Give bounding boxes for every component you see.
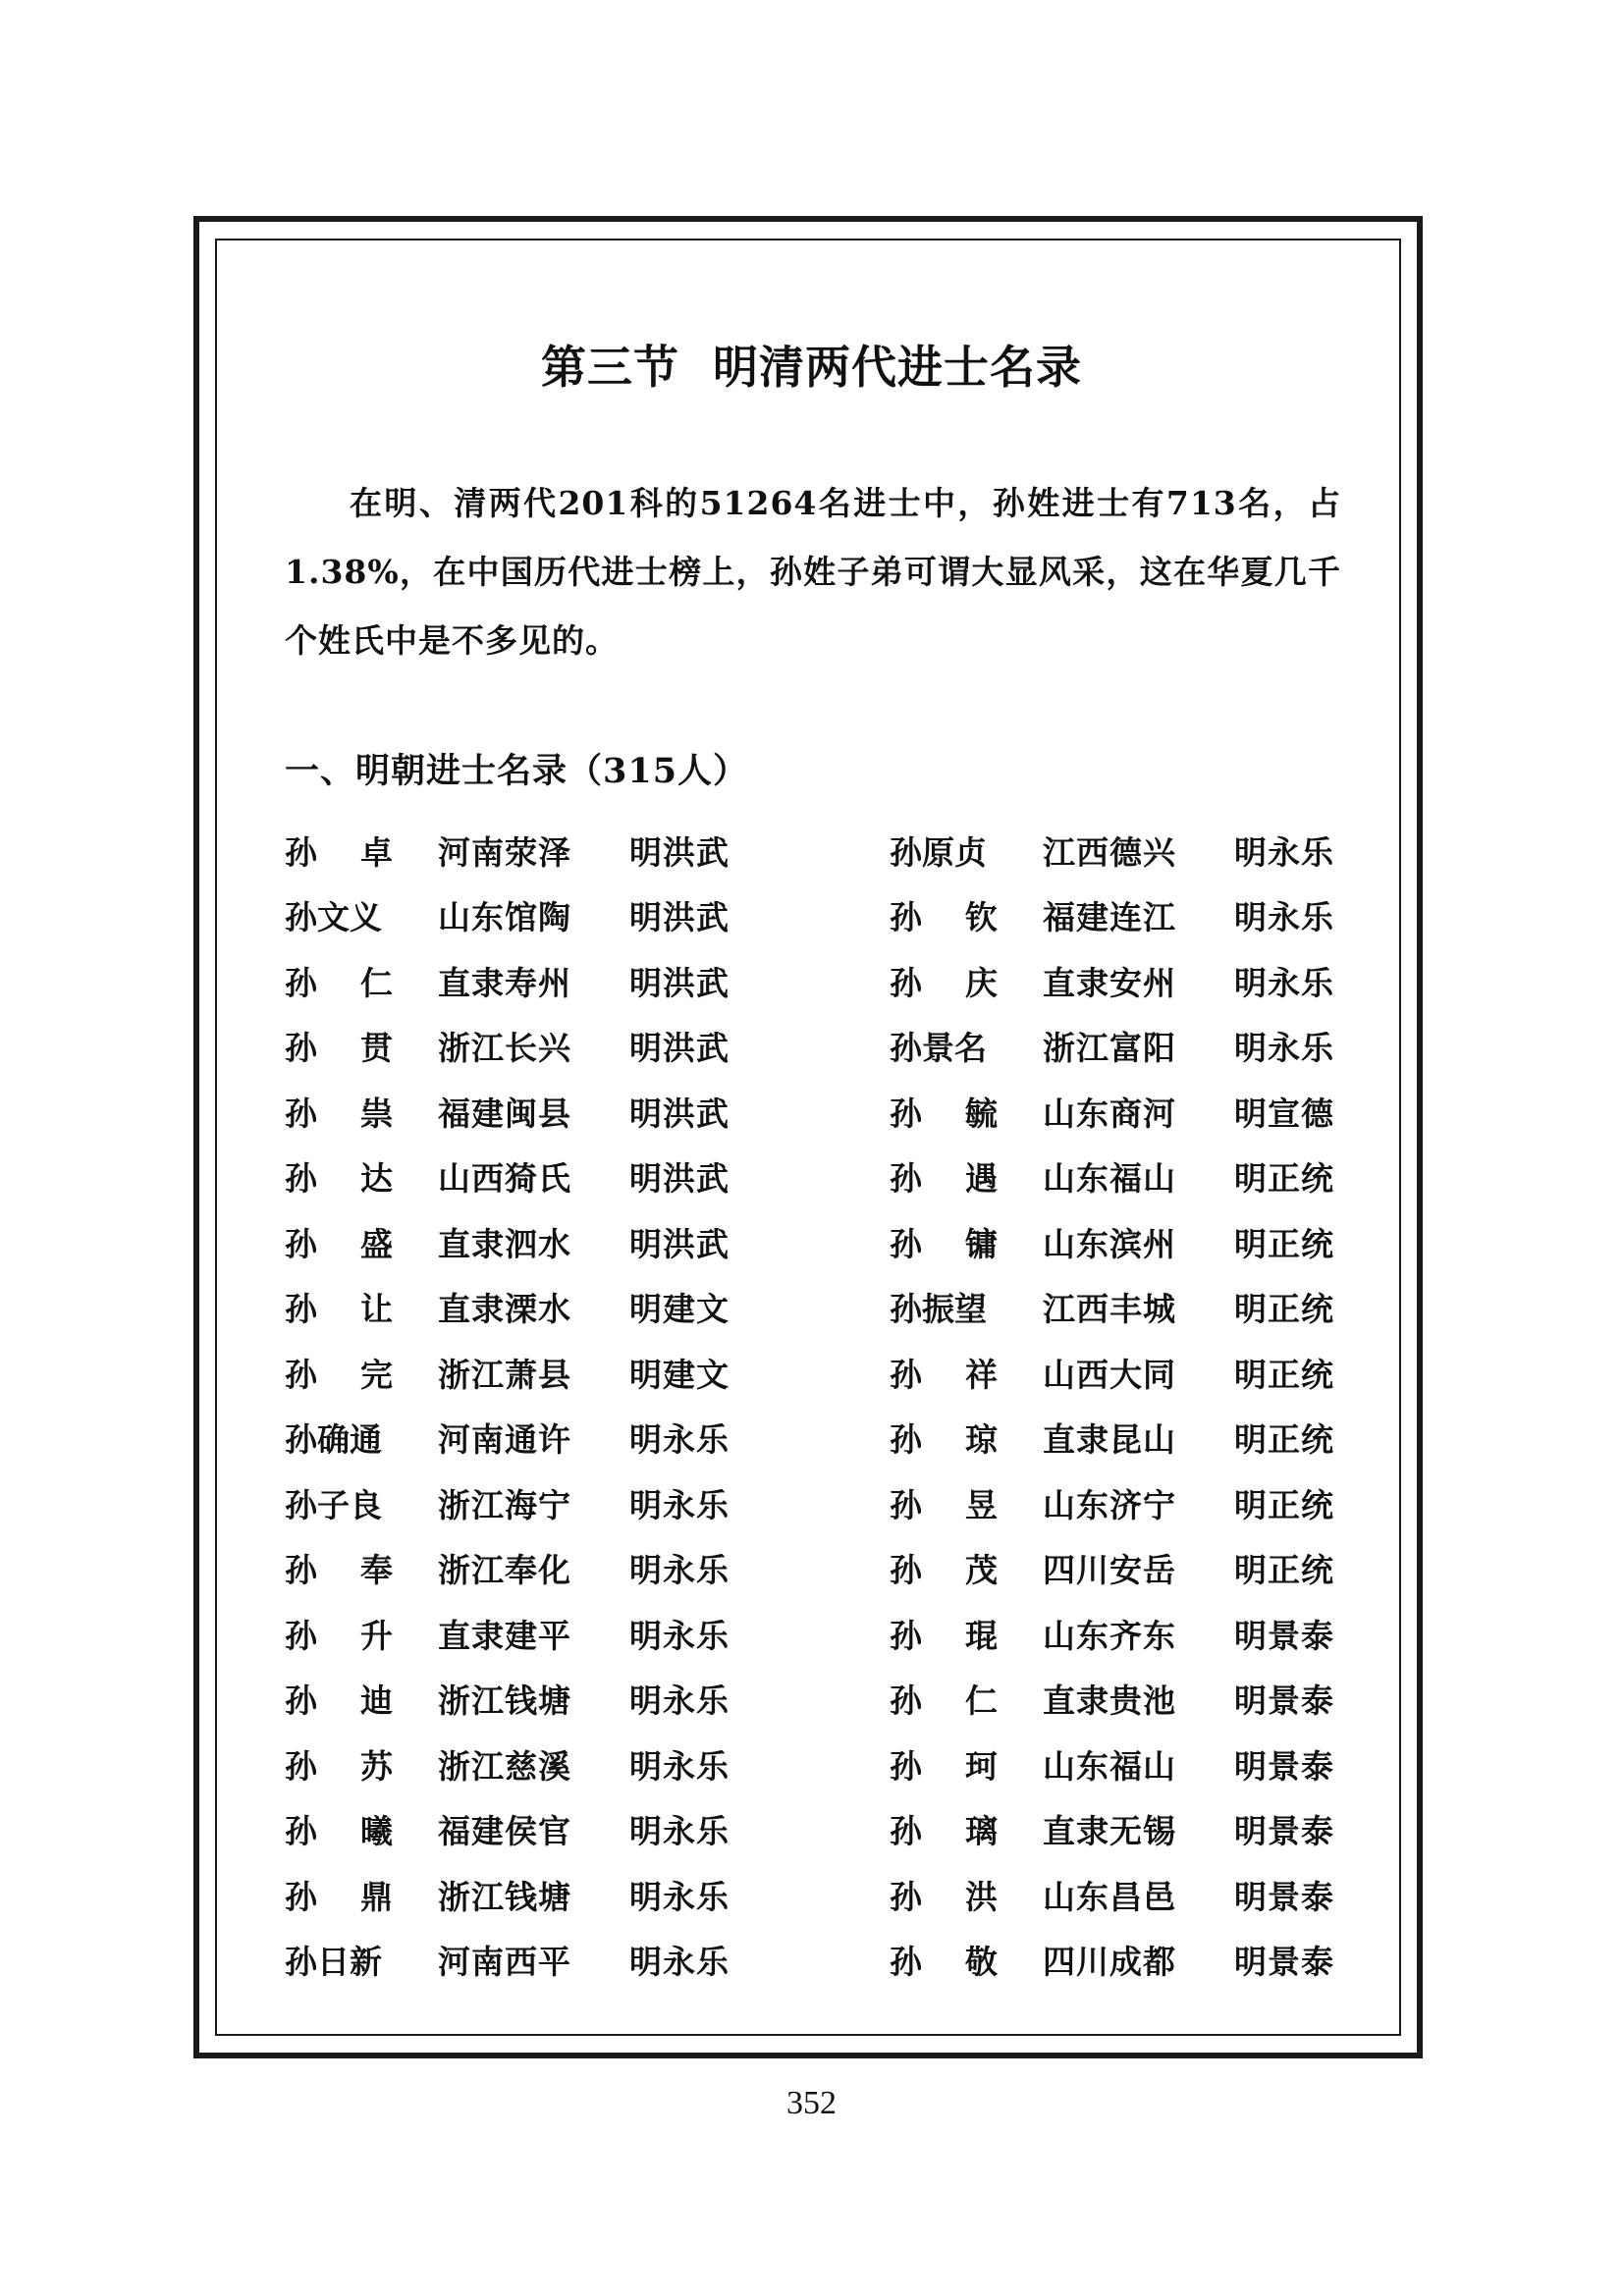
given-name: 苏 <box>360 1746 393 1786</box>
jinshi-entry-row <box>890 1667 1334 1733</box>
given-name: 子良 <box>317 1485 382 1524</box>
native-place: 山西大同 <box>1043 1355 1176 1394</box>
reign-era: 明景泰 <box>1234 1943 1334 1982</box>
native-place: 江西丰城 <box>1043 1290 1176 1329</box>
jinshi-entry-row <box>285 1470 730 1536</box>
surname: 孙 <box>890 963 922 1002</box>
surname: 孙 <box>285 1094 317 1133</box>
given-name: 达 <box>360 1159 393 1199</box>
reign-era: 明景泰 <box>1234 1812 1334 1851</box>
jinshi-entry-row <box>285 1145 730 1210</box>
jinshi-entry-row <box>285 1667 730 1733</box>
reign-era: 明永乐 <box>629 1485 730 1524</box>
native-place: 浙江长兴 <box>438 1029 571 1068</box>
jinshi-name <box>285 1480 393 1526</box>
jinshi-name <box>890 1089 998 1135</box>
jinshi-name <box>285 1284 393 1330</box>
jinshi-entry-row <box>890 1862 1334 1928</box>
reign-era: 明建文 <box>629 1290 730 1329</box>
native-place: 浙江海宁 <box>438 1485 571 1524</box>
reign-era: 明永乐 <box>629 1746 730 1786</box>
given-name: 贯 <box>360 1029 393 1068</box>
reign-era: 明景泰 <box>1234 1746 1334 1786</box>
jinshi-name <box>285 1872 393 1918</box>
jinshi-entry-row <box>890 1014 1334 1080</box>
jinshi-name <box>890 1937 998 1983</box>
jinshi-name <box>285 1741 393 1788</box>
jinshi-name <box>285 1937 393 1983</box>
given-name: 景名 <box>922 1029 987 1068</box>
surname: 孙 <box>890 1616 922 1655</box>
given-name: 原贞 <box>922 832 987 872</box>
surname: 孙 <box>285 1355 317 1394</box>
surname: 孙 <box>285 1551 317 1590</box>
given-name: 升 <box>360 1616 393 1655</box>
native-place: 直隶寿州 <box>438 963 571 1002</box>
jinshi-entry-row <box>890 883 1334 949</box>
surname: 孙 <box>890 1682 922 1721</box>
jinshi-name <box>890 1219 998 1265</box>
reign-era: 明建文 <box>629 1355 730 1394</box>
jinshi-name <box>285 1415 393 1461</box>
native-place: 福建闽县 <box>438 1094 571 1133</box>
native-place: 山东馆陶 <box>438 898 571 937</box>
jinshi-name <box>285 958 393 1004</box>
surname: 孙 <box>285 1812 317 1851</box>
given-name: 洪 <box>965 1877 998 1916</box>
given-name: 镛 <box>965 1224 998 1263</box>
reign-era: 明永乐 <box>629 1943 730 1982</box>
jinshi-entry-row <box>285 948 730 1014</box>
reign-era: 明永乐 <box>629 1682 730 1721</box>
native-place: 浙江慈溪 <box>438 1746 571 1786</box>
reign-era: 明正统 <box>1234 1159 1334 1199</box>
jinshi-entry-row <box>285 1209 730 1275</box>
reign-era: 明永乐 <box>1234 963 1334 1002</box>
reign-era: 明永乐 <box>629 1420 730 1460</box>
reign-era: 明景泰 <box>1234 1616 1334 1655</box>
jinshi-name <box>890 1806 998 1852</box>
jinshi-name <box>890 1350 998 1396</box>
surname: 孙 <box>285 1746 317 1786</box>
given-name: 鼎 <box>360 1877 393 1916</box>
reign-era: 明洪武 <box>629 1029 730 1068</box>
surname: 孙 <box>285 963 317 1002</box>
jinshi-entry-row <box>890 818 1334 883</box>
reign-era: 明正统 <box>1234 1224 1334 1263</box>
jinshi-name <box>890 1545 998 1591</box>
surname: 孙 <box>890 1551 922 1590</box>
reign-era: 明永乐 <box>1234 832 1334 872</box>
reign-era: 明永乐 <box>629 1616 730 1655</box>
reign-era: 明洪武 <box>629 1094 730 1133</box>
native-place: 直隶安州 <box>1043 963 1176 1002</box>
native-place: 直隶泗水 <box>438 1224 571 1263</box>
surname: 孙 <box>285 1224 317 1263</box>
native-place: 河南西平 <box>438 1943 571 1982</box>
native-place: 直隶建平 <box>438 1616 571 1655</box>
surname: 孙 <box>890 1943 922 1982</box>
jinshi-name <box>890 1676 998 1722</box>
jinshi-entry-row <box>890 1536 1334 1602</box>
jinshi-name <box>890 1872 998 1918</box>
native-place: 山东济宁 <box>1043 1485 1176 1524</box>
left-name-column <box>285 818 730 1993</box>
jinshi-name <box>285 1350 393 1396</box>
jinshi-entry-row <box>890 1406 1334 1471</box>
jinshi-name <box>285 1153 393 1200</box>
jinshi-name <box>890 1023 998 1069</box>
native-place: 直隶无锡 <box>1043 1812 1176 1851</box>
jinshi-entry-row <box>890 1797 1334 1863</box>
jinshi-entry-row <box>890 1079 1334 1145</box>
native-place: 四川成都 <box>1043 1943 1176 1982</box>
jinshi-name <box>890 1741 998 1788</box>
jinshi-name <box>285 1676 393 1722</box>
reign-era: 明正统 <box>1234 1485 1334 1524</box>
given-name: 珂 <box>965 1746 998 1786</box>
reign-era: 明永乐 <box>629 1551 730 1590</box>
jinshi-name <box>890 1415 998 1461</box>
native-place: 河南荥泽 <box>438 832 571 872</box>
native-place: 浙江钱塘 <box>438 1877 571 1916</box>
reign-era: 明宣德 <box>1234 1094 1334 1133</box>
jinshi-entry-row <box>890 1601 1334 1667</box>
jinshi-entry-row <box>890 1275 1334 1341</box>
jinshi-entry-row <box>890 1732 1334 1797</box>
native-place: 浙江钱塘 <box>438 1682 571 1721</box>
jinshi-name <box>285 892 393 938</box>
surname: 孙 <box>890 1485 922 1524</box>
native-place: 福建侯官 <box>438 1812 571 1851</box>
jinshi-name <box>890 828 998 874</box>
reign-era: 明永乐 <box>629 1877 730 1916</box>
given-name: 日新 <box>317 1943 382 1982</box>
jinshi-name <box>890 1611 998 1657</box>
jinshi-entry-row <box>890 1340 1334 1406</box>
given-name: 祟 <box>360 1094 393 1133</box>
reign-era: 明洪武 <box>629 1224 730 1263</box>
given-name: 完 <box>360 1355 393 1394</box>
surname: 孙 <box>890 1420 922 1460</box>
given-name: 奉 <box>360 1551 393 1590</box>
jinshi-entry-row <box>285 1732 730 1797</box>
surname: 孙 <box>285 1877 317 1916</box>
given-name: 祥 <box>965 1355 998 1394</box>
given-name: 仁 <box>360 963 393 1002</box>
native-place: 四川安岳 <box>1043 1551 1176 1590</box>
given-name: 毓 <box>965 1094 998 1133</box>
jinshi-entry-row <box>890 1470 1334 1536</box>
jinshi-entry-row <box>285 1014 730 1080</box>
jinshi-entry-row <box>890 948 1334 1014</box>
reign-era: 明洪武 <box>629 832 730 872</box>
reign-era: 明正统 <box>1234 1290 1334 1329</box>
given-name: 曦 <box>360 1812 393 1851</box>
section-title: 第三节 明清两代进士名录 <box>540 341 1083 394</box>
reign-era: 明永乐 <box>1234 898 1334 937</box>
native-place: 山东昌邑 <box>1043 1877 1176 1916</box>
jinshi-entry-row <box>285 1536 730 1602</box>
given-name: 卓 <box>360 832 393 872</box>
native-place: 山西猗氏 <box>438 1159 571 1199</box>
jinshi-entry-row <box>285 1601 730 1667</box>
native-place: 直隶昆山 <box>1043 1420 1176 1460</box>
jinshi-name <box>285 1611 393 1657</box>
jinshi-entry-row <box>285 1928 730 1994</box>
given-name: 让 <box>360 1290 393 1329</box>
right-name-column <box>890 818 1334 1993</box>
surname: 孙 <box>890 832 922 872</box>
jinshi-name <box>890 1153 998 1200</box>
given-name: 确通 <box>317 1420 382 1460</box>
reign-era: 明正统 <box>1234 1355 1334 1394</box>
surname: 孙 <box>285 1420 317 1460</box>
jinshi-entry-row <box>285 883 730 949</box>
ming-list-heading: 一、明朝进士名录（315人） <box>285 751 749 791</box>
given-name: 琼 <box>965 1420 998 1460</box>
reign-era: 明洪武 <box>629 1159 730 1199</box>
jinshi-entry-row <box>890 1209 1334 1275</box>
jinshi-name <box>890 892 998 938</box>
surname: 孙 <box>285 1159 317 1199</box>
given-name: 茂 <box>965 1551 998 1590</box>
surname: 孙 <box>890 1094 922 1133</box>
given-name: 琨 <box>965 1616 998 1655</box>
jinshi-entry-row <box>285 1079 730 1145</box>
given-name: 迪 <box>360 1682 393 1721</box>
jinshi-name <box>285 1089 393 1135</box>
surname: 孙 <box>890 1224 922 1263</box>
native-place: 江西德兴 <box>1043 832 1176 872</box>
reign-era: 明洪武 <box>629 963 730 1002</box>
jinshi-entry-row <box>285 1340 730 1406</box>
native-place: 直隶贵池 <box>1043 1682 1176 1721</box>
intro-paragraph: 在明、清两代201科的51264名进士中，孙姓进士有713名，占1.38%，在中国历代进士榜上，孙姓子弟可谓大显风采，这在华夏几千个姓氏中是不多见的。 <box>285 484 1341 660</box>
native-place: 直隶溧水 <box>438 1290 571 1329</box>
jinshi-entry-row <box>890 1145 1334 1210</box>
native-place: 浙江萧县 <box>438 1355 571 1394</box>
reign-era: 明永乐 <box>629 1812 730 1851</box>
surname: 孙 <box>285 832 317 872</box>
surname: 孙 <box>890 1290 922 1329</box>
reign-era: 明正统 <box>1234 1420 1334 1460</box>
surname: 孙 <box>890 1029 922 1068</box>
surname: 孙 <box>890 898 922 937</box>
given-name: 敬 <box>965 1943 998 1982</box>
jinshi-entry-row <box>285 818 730 883</box>
jinshi-name <box>890 1284 998 1330</box>
given-name: 璃 <box>965 1812 998 1851</box>
surname: 孙 <box>285 1485 317 1524</box>
jinshi-name <box>285 1023 393 1069</box>
surname: 孙 <box>285 1682 317 1721</box>
native-place: 河南通许 <box>438 1420 571 1460</box>
surname: 孙 <box>890 1355 922 1394</box>
reign-era: 明洪武 <box>629 898 730 937</box>
jinshi-name <box>890 1480 998 1526</box>
reign-era: 明永乐 <box>1234 1029 1334 1068</box>
reign-era: 明正统 <box>1234 1551 1334 1590</box>
native-place: 山东滨州 <box>1043 1224 1176 1263</box>
surname: 孙 <box>285 1029 317 1068</box>
page-number: 352 <box>786 2085 837 2121</box>
jinshi-name <box>890 958 998 1004</box>
jinshi-entry-row <box>285 1862 730 1928</box>
given-name: 仁 <box>965 1682 998 1721</box>
reign-era: 明景泰 <box>1234 1877 1334 1916</box>
surname: 孙 <box>285 898 317 937</box>
native-place: 福建连江 <box>1043 898 1176 937</box>
surname: 孙 <box>890 1877 922 1916</box>
jinshi-name <box>285 1545 393 1591</box>
given-name: 遇 <box>965 1159 998 1199</box>
surname: 孙 <box>285 1943 317 1982</box>
jinshi-name <box>285 1806 393 1852</box>
surname: 孙 <box>890 1159 922 1199</box>
native-place: 山东福山 <box>1043 1159 1176 1199</box>
jinshi-entry-row <box>285 1275 730 1341</box>
reign-era: 明景泰 <box>1234 1682 1334 1721</box>
given-name: 盛 <box>360 1224 393 1263</box>
given-name: 庆 <box>965 963 998 1002</box>
native-place: 浙江富阳 <box>1043 1029 1176 1068</box>
surname: 孙 <box>285 1290 317 1329</box>
given-name: 钦 <box>965 898 998 937</box>
given-name: 昱 <box>965 1485 998 1524</box>
surname: 孙 <box>890 1812 922 1851</box>
jinshi-name <box>285 1219 393 1265</box>
native-place: 山东福山 <box>1043 1746 1176 1786</box>
jinshi-entry-row <box>285 1406 730 1471</box>
surname: 孙 <box>285 1616 317 1655</box>
given-name: 振望 <box>922 1290 987 1329</box>
jinshi-entry-row <box>285 1797 730 1863</box>
surname: 孙 <box>890 1746 922 1786</box>
jinshi-entry-row <box>890 1928 1334 1994</box>
given-name: 文义 <box>317 898 382 937</box>
native-place: 山东商河 <box>1043 1094 1176 1133</box>
jinshi-name <box>285 828 393 874</box>
native-place: 浙江奉化 <box>438 1551 571 1590</box>
native-place: 山东齐东 <box>1043 1616 1176 1655</box>
